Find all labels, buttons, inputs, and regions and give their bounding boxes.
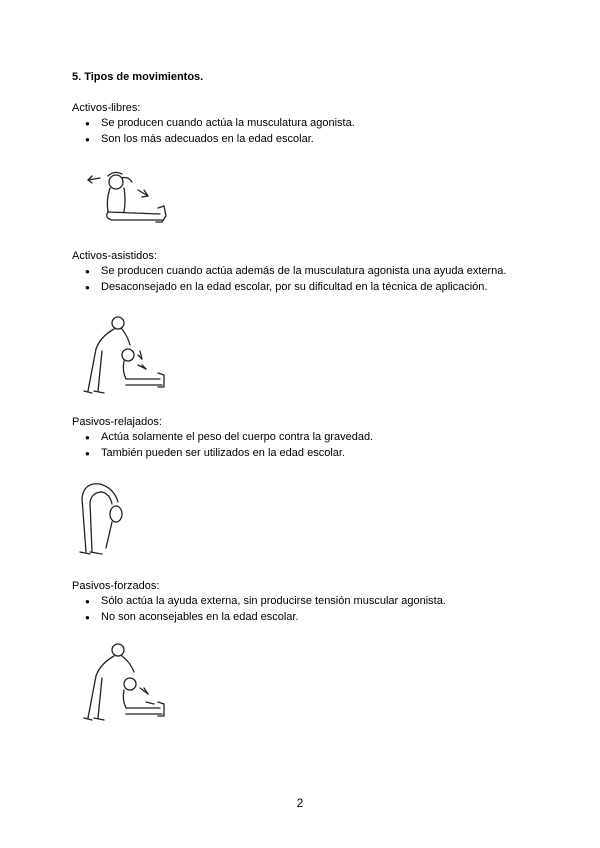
list-item: ● No son aconsejables en la edad escolar. xyxy=(72,610,542,626)
list-item: ● Se producen cuando actúa la musculatura agonista. xyxy=(72,116,542,132)
section-activos-asistidos xyxy=(72,249,542,295)
list-item: ● Actúa solamente el peso del cuerpo contra la gravedad. xyxy=(72,430,542,446)
section-label: Activos-asistidos: xyxy=(72,250,157,262)
bullet-list xyxy=(72,430,542,461)
list-item: ● Son los más adecuados en la edad escolar. xyxy=(72,132,542,148)
section-pasivos-relajados xyxy=(72,415,542,461)
section-label: Pasivos-relajados: xyxy=(72,416,162,428)
illustration-active-free-stretch xyxy=(86,168,176,230)
section-pasivos-forzados xyxy=(72,579,542,625)
list-item: ● También pueden ser utilizados en la edad escolar. xyxy=(72,446,542,462)
illustration-forced-stretch xyxy=(80,642,170,724)
section-label: Pasivos-forzados: xyxy=(72,580,160,592)
bullet-list xyxy=(72,116,542,147)
illustration-assisted-stretch xyxy=(78,315,170,397)
bullet-list xyxy=(72,594,542,625)
illustration-relaxed-forward-bend xyxy=(76,478,132,558)
bullet-list xyxy=(72,264,542,295)
list-item: ● Sólo actúa la ayuda externa, sin producirse tensión muscular agonista. xyxy=(72,594,542,610)
section-activos-libres xyxy=(72,101,542,147)
section-heading: 5. Tipos de movimientos. xyxy=(72,71,204,83)
section-label: Activos-libres: xyxy=(72,102,141,114)
list-item: ● Se producen cuando actúa además de la musculatura agonista una ayuda externa. xyxy=(72,264,542,280)
list-item: ● Desaconsejado en la edad escolar, por su dificultad en la técnica de aplicación. xyxy=(72,280,542,296)
page-number: 2 xyxy=(296,796,304,810)
